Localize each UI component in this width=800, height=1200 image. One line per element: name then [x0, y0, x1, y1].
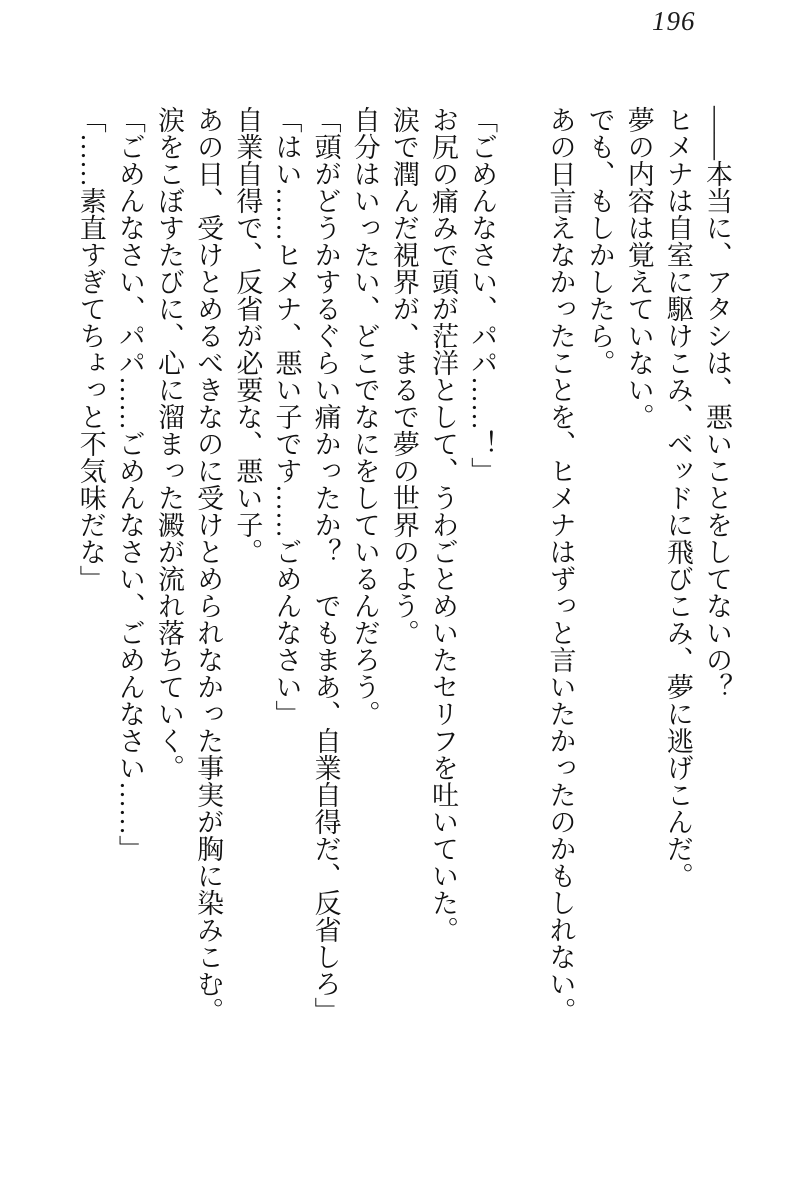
paragraph: あの日、受けとめるべきなのに受けとめられなかった事実が胸に染みこむ。 [193, 106, 224, 1024]
paragraph: 「頭がどうかするぐらい痛かったか？ でもまあ、自業自得だ、反省しろ」 [310, 106, 341, 1024]
paragraph: 自業自得で、反省が必要な、悪い子。 [232, 106, 263, 565]
paragraph: お尻の痛みで頭が茫洋として、うわごとめいたセリフを吐いていた。 [428, 106, 459, 943]
paragraph: 「はい……ヒメナ、悪い子です……ごめんなさい」 [271, 106, 302, 727]
paragraph: 「……素直すぎてちょっと不気味だな」 [75, 106, 106, 592]
paragraph: あの日言えなかったことを、ヒメナはずっと言いたかったのかもしれない。 [545, 106, 576, 1024]
paragraph: 涙で潤んだ視界が、まるで夢の世界のよう。 [388, 106, 419, 646]
paragraph: ――本当に、アタシは、悪いことをしてないの？ [702, 106, 732, 700]
paragraph: 自分はいったい、どこでなにをしているんだろう。 [349, 106, 380, 727]
paragraph: でも、もしかしたら。 [584, 106, 615, 376]
paragraph: 「ごめんなさい、パパ……ごめんなさい、ごめんなさい……」 [114, 106, 145, 862]
paragraph: ヒメナは自室に駆けこみ、ベッドに飛びこみ、夢に逃げこんだ。 [662, 106, 693, 889]
paragraph: 「ごめんなさい、パパ……！」 [467, 106, 498, 484]
paragraph: 夢の内容は覚えていない。 [623, 106, 654, 430]
paragraph: 涙をこぼすたびに、心に溜まった澱が流れ落ちていく。 [154, 106, 185, 781]
vertical-text-block [71, 106, 736, 1044]
page-number: 196 [652, 6, 696, 36]
